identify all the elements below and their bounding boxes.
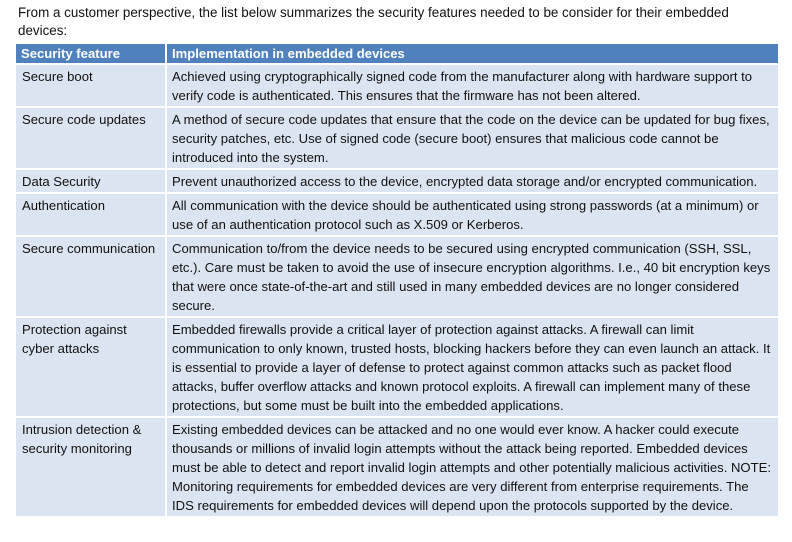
feature-cell: Protection against cyber attacks xyxy=(16,317,166,417)
implementation-cell: Embedded firewalls provide a critical layer of protection against attacks. A firewall can limit communication to only known, trusted hosts, blocking hackers before they can even launch an attack. It is essential to provide a layer of defense to protect against common attacks such as packet flood attacks, buffer overflow attacks and known protocol exploits. A firewall can implement many of these protections, but some must be built into the embedded applications. xyxy=(166,317,779,417)
header-security-feature: Security feature xyxy=(16,44,166,64)
implementation-cell: All communication with the device should be authenticated using strong passwords (at a minimum) or use of an authentication protocol such as X.509 or Kerberos. xyxy=(166,193,779,236)
security-features-table xyxy=(16,44,780,516)
table-row xyxy=(16,236,779,317)
table-row xyxy=(16,169,779,193)
feature-cell: Data Security xyxy=(16,169,166,193)
implementation-cell: Achieved using cryptographically signed code from the manufacturer along with hardware support to verify code is authenticated. This ensures that the firmware has not been altered. xyxy=(166,64,779,107)
implementation-cell: Existing embedded devices can be attacked and no one would ever know. A hacker could execute thousands or millions of invalid login attempts without the attack being reported. Embedded devices must be able to detect and report invalid login attempts and other potentially malicious activities. NOTE: Monitoring requirements for embedded devices are very different from enterprise requirements. The IDS requirements for embedded devices will depend upon the protocols supported by the device. xyxy=(166,417,779,516)
intro-paragraph: From a customer perspective, the list below summarizes the security features needed to be consider for their embedded devices: xyxy=(18,5,729,38)
feature-cell: Intrusion detection & security monitoring xyxy=(16,417,166,516)
table-row xyxy=(16,317,779,417)
feature-cell: Authentication xyxy=(16,193,166,236)
table-row xyxy=(16,107,779,169)
header-implementation: Implementation in embedded devices xyxy=(166,44,779,64)
implementation-cell: Prevent unauthorized access to the device, encrypted data storage and/or encrypted communication. xyxy=(166,169,779,193)
feature-cell: Secure communication xyxy=(16,236,166,317)
table-row xyxy=(16,64,779,107)
table-header-row xyxy=(16,44,779,64)
feature-cell: Secure boot xyxy=(16,64,166,107)
table-row xyxy=(16,417,779,516)
implementation-cell: A method of secure code updates that ensure that the code on the device can be updated for bug fixes, security patches, etc. Use of signed code (secure boot) ensures that malicious code cannot be introduced into the system. xyxy=(166,107,779,169)
implementation-cell: Communication to/from the device needs to be secured using encrypted communication (SSH, SSL, etc.). Care must be taken to avoid the use of insecure encryption algorithms. I.e., 40 bit encryption keys that were once state-of-the-art and still used in many embedded devices are no longer considered secure. xyxy=(166,236,779,317)
table-row xyxy=(16,193,779,236)
feature-cell: Secure code updates xyxy=(16,107,166,169)
